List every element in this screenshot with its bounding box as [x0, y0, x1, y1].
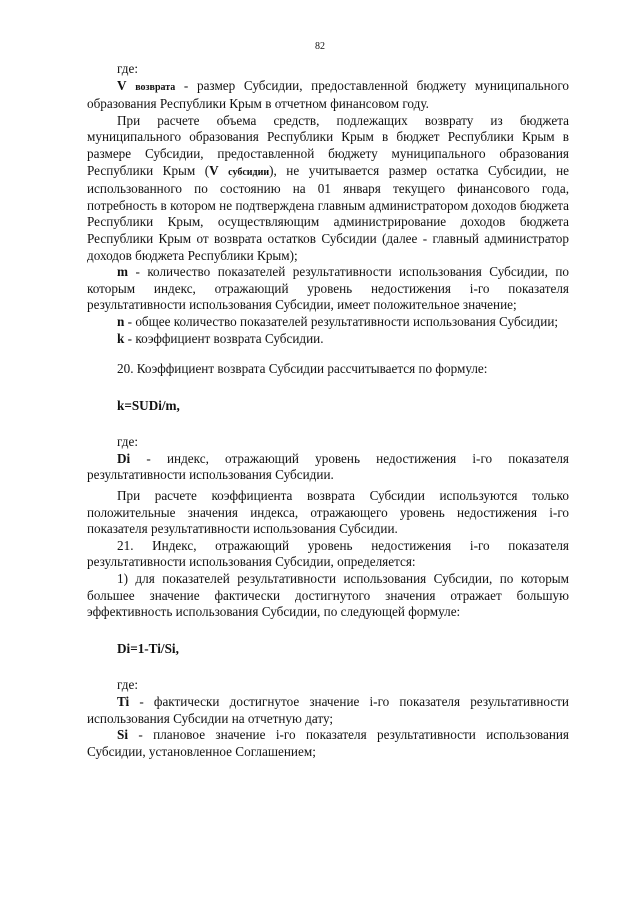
definition-n: [87, 314, 569, 331]
formula-di: Di=1-Ti/Si,: [117, 640, 179, 656]
paragraph-text: ), не учитывается размер остатка Субсидии, не использованного по состоянию на 01 января текущего финансового года, потребность в котором не подтверждена главным администратором доходов бюджета Республики Крым, осуществляющим администрирование доходов бюджета Республики Крым от возврата остатков Субсидии (далее - главный администратор доходов бюджета Республики Крым);: [87, 162, 569, 263]
symbol: V: [117, 77, 127, 93]
document-body: [87, 61, 569, 760]
definition-text: - фактически достигнутое значение i-го показателя результативности использования Субсидии на отчетную дату;: [87, 694, 569, 726]
symbol: k: [117, 330, 125, 346]
definition-di: [87, 451, 569, 484]
definition-text: - индекс, отражающий уровень недостижения i-го показателя результативности использования Субсидии.: [87, 450, 569, 483]
definition-text: - размер Субсидии, предоставленной бюджету муниципального образования Республики Крым в отчетном финансовом году.: [87, 77, 569, 112]
symbol: Di: [117, 450, 131, 466]
definition-v-vozvrata: [87, 78, 569, 113]
definition-text: - общее количество показателей результативности использования Субсидии;: [124, 313, 559, 329]
symbol: m: [117, 264, 128, 280]
definition-text: - коэффициент возврата Субсидии.: [124, 330, 324, 346]
definition-m: [87, 264, 569, 314]
where-label: где:: [117, 434, 138, 450]
page-number: 82: [315, 41, 325, 52]
paragraph-return-calculation: [87, 113, 569, 264]
clause-20: 20. Коэффициент возврата Субсидии рассчитывается по формуле:: [117, 361, 488, 377]
symbol: Si: [117, 727, 128, 743]
definition-si: [87, 727, 569, 760]
formula-k: k=SUDi/m,: [117, 397, 180, 413]
symbol: Ti: [117, 694, 130, 709]
paragraph-positive-values: При расчете коэффициента возврата Субсидии используются только положительные значения индекса, отражающего уровень недостижения i-го показателя результативности использования Субсидии.: [87, 488, 569, 537]
definition-text: - плановое значение i-го показателя результативности использования Субсидии, установленное Соглашением;: [87, 727, 569, 759]
clause-21-item-1: 1) для показателей результативности использования Субсидии, по которым большее значение фактически достигнутого значения отражает большую эффективность использования Субсидии, по следующей формуле:: [87, 571, 569, 620]
where-label: где:: [117, 61, 138, 76]
definition-text: - количество показателей результативности использования Субсидии, по которым индекс, отражающий уровень недостижения i-го показателя результативности использования Субсидии, имеет положительное значение;: [87, 264, 569, 313]
subscript: субсидии: [228, 166, 270, 178]
definition-ti: [87, 694, 569, 727]
paragraph-text: При расчете объема средств, подлежащих возврату из бюджета муниципального образования Республики Крым в бюджет Республики Крым в размере Субсидии, предоставленной бюджету муниципального образования Республики Крым (: [87, 112, 569, 178]
definition-k: [87, 331, 569, 348]
symbol: V: [209, 162, 219, 178]
where-label: где:: [117, 677, 138, 693]
clause-21: 21. Индекс, отражающий уровень недостижения i-го показателя результативности использования Субсидии, определяется:: [87, 537, 569, 570]
subscript: возврата: [135, 81, 176, 93]
symbol: n: [117, 313, 125, 329]
